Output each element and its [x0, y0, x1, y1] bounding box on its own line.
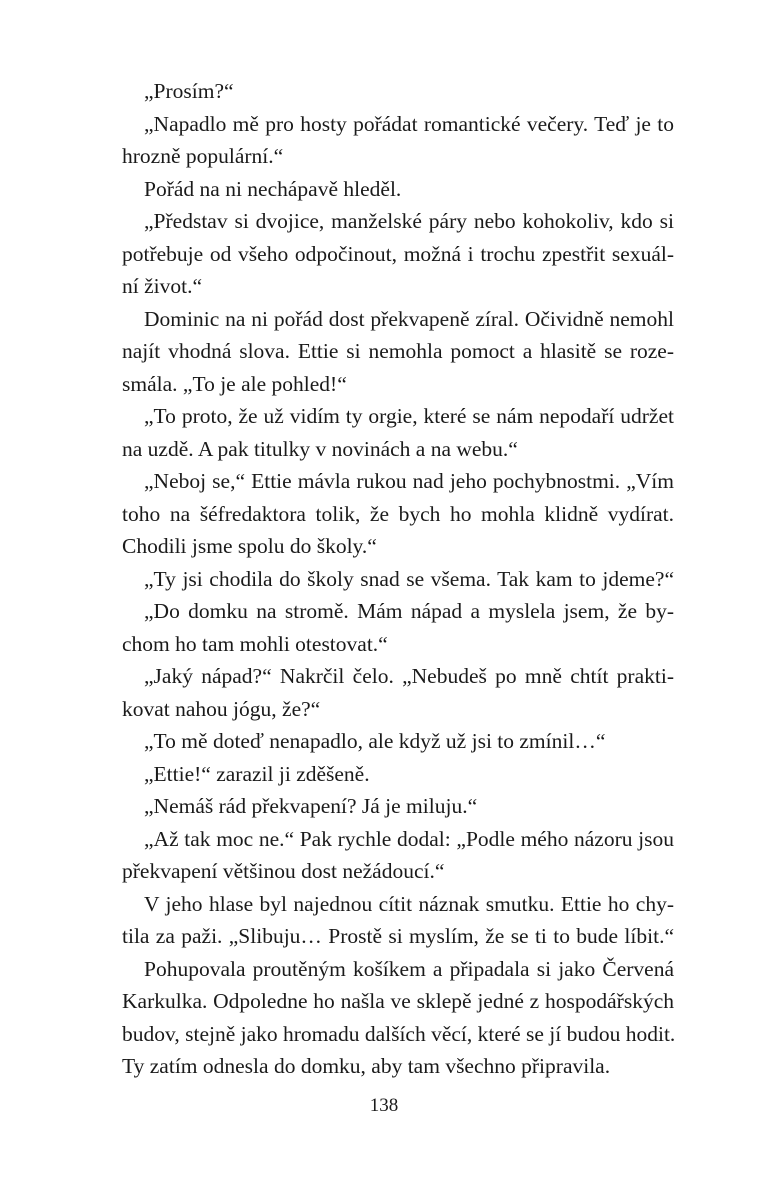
text-line: V jeho hlase byl najednou cítit náznak smutku. Ettie ho chy- [144, 891, 674, 916]
text-line: smála. „To je ale pohled!“ [122, 371, 347, 396]
text-line: Dominic na ni pořád dost překvapeně zíral. Očividně nemohl [144, 306, 674, 331]
text-line: ní život.“ [122, 274, 203, 298]
text-line: „Neboj se,“ Ettie mávla rukou nad jeho pochybnostmi. „Vím [144, 469, 674, 493]
paragraph [122, 173, 674, 206]
text-line: „Představ si dvojice, manželské páry nebo kohokoliv, kdo si [144, 209, 674, 233]
paragraph [122, 595, 674, 660]
text-line: „Napadlo mě pro hosty pořádat romantické večery. Teď je to [144, 111, 674, 136]
text-line: překvapení většinou dost nežádoucí.“ [122, 859, 445, 883]
text-line: „Ty jsi chodila do školy snad se všema. Tak kam to jdeme?“ [144, 566, 674, 591]
paragraph [122, 303, 674, 401]
text-line: tila za paži. „Slibuju… Prostě si myslím, že se ti to bude líbit.“ [122, 924, 674, 948]
text-line: „To proto, že už vidím ty orgie, které se nám nepodaří udržet [144, 404, 674, 428]
paragraph [122, 888, 674, 953]
text-line: chom ho tam mohli otestovat.“ [122, 631, 388, 656]
paragraph [122, 205, 674, 303]
paragraph [122, 758, 674, 791]
text-line: „Do domku na stromě. Mám nápad a myslela jsem, že by- [144, 599, 674, 623]
body-text [122, 75, 674, 1083]
paragraph [122, 725, 674, 758]
text-line: „To mě doteď nenapadlo, ale když už jsi to zmínil…“ [144, 729, 606, 753]
text-line: budov, stejně jako hromadu dalších věcí, které se jí budou hodit. [122, 1021, 676, 1046]
text-line: „Až tak moc ne.“ Pak rychle dodal: „Podle mého názoru jsou [144, 826, 674, 851]
text-line: Pohupovala proutěným košíkem a připadala si jako Červená [144, 956, 674, 981]
paragraph [122, 108, 674, 173]
text-line: Chodili jsme spolu do školy.“ [122, 534, 377, 558]
text-line: Pořád na ni nechápavě hleděl. [144, 176, 402, 201]
text-line: Karkulka. Odpoledne ho našla ve sklepě jedné z hospodářských [122, 989, 674, 1013]
text-line: „Prosím?“ [144, 79, 234, 103]
paragraph [122, 660, 674, 725]
paragraph [122, 953, 674, 1083]
paragraph [122, 400, 674, 465]
page-number: 138 [369, 1095, 399, 1116]
paragraph [122, 75, 674, 108]
text-line: potřebuje od všeho odpočinout, možná i trochu zpestřit sexuál- [122, 241, 674, 266]
text-line: Ty zatím odnesla do domku, aby tam všechno připravila. [122, 1054, 611, 1078]
paragraph [122, 465, 674, 563]
text-line: na uzdě. A pak titulky v novinách a na webu.“ [122, 436, 518, 461]
paragraph [122, 563, 674, 596]
text-line: „Jaký nápad?“ Nakrčil čelo. „Nebudeš po mně chtít prakti- [144, 664, 674, 688]
text-line: najít vhodná slova. Ettie si nemohla pomoct a hlasitě se roze- [122, 339, 674, 363]
text-line: kovat nahou jógu, že?“ [122, 696, 321, 721]
paragraph [122, 823, 674, 888]
text-line: „Nemáš rád překvapení? Já je miluju.“ [144, 794, 478, 818]
paragraph [122, 790, 674, 823]
text-line: toho na šéfredaktora tolik, že bych ho mohla klidně vydírat. [122, 501, 674, 526]
text-line: „Ettie!“ zarazil ji zděšeně. [144, 761, 370, 786]
text-line: hrozně populární.“ [122, 144, 284, 168]
